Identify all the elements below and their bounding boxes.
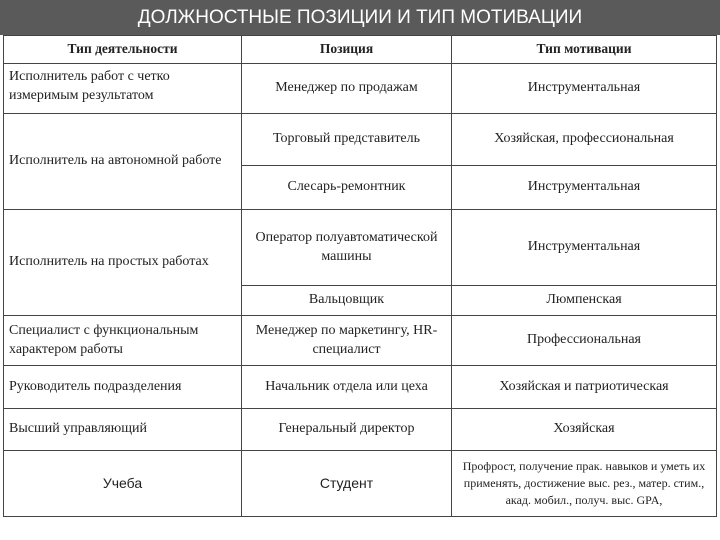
activity-cell: Исполнитель на автономной работе (4, 114, 242, 210)
activity-cell: Высший управляющий (4, 409, 242, 451)
activity-cell: Исполнитель работ с четко измеримым результатом (4, 64, 242, 114)
position-cell: Оператор полуавтоматической машины (242, 210, 452, 286)
motivation-cell: Хозяйская, профессиональная (452, 114, 717, 166)
motivation-cell: Профессиональная (452, 316, 717, 366)
motivation-cell: Люмпенская (452, 286, 717, 316)
slide-title: ДОЛЖНОСТНЫЕ ПОЗИЦИИ И ТИП МОТИВАЦИИ (0, 0, 720, 35)
activity-cell: Исполнитель на простых работах (4, 210, 242, 316)
activity-cell: Учеба (4, 451, 242, 517)
position-cell: Студент (242, 451, 452, 517)
motivation-cell: Хозяйская и патриотическая (452, 366, 717, 409)
motivation-table (3, 35, 717, 517)
activity-cell: Специалист с функциональным характером работы (4, 316, 242, 366)
motivation-cell: Инструментальная (452, 210, 717, 286)
motivation-cell: Инструментальная (452, 64, 717, 114)
motivation-cell: Инструментальная (452, 166, 717, 210)
position-cell: Менеджер по продажам (242, 64, 452, 114)
position-cell: Вальцовщик (242, 286, 452, 316)
position-cell: Торговый представитель (242, 114, 452, 166)
position-cell: Слесарь-ремонтник (242, 166, 452, 210)
header-motivation: Тип мотивации (452, 36, 717, 64)
activity-cell: Руководитель подразделения (4, 366, 242, 409)
position-cell: Менеджер по маркетингу, HR-специалист (242, 316, 452, 366)
position-cell: Начальник отдела или цеха (242, 366, 452, 409)
header-activity: Тип деятельности (4, 36, 242, 64)
motivation-cell: Профрост, получение прак. навыков и уметь их применять, достижение выс. рез., матер. стим., акад. мобил., получ. выс. GPA, (452, 451, 717, 517)
header-position: Позиция (242, 36, 452, 64)
position-cell: Генеральный директор (242, 409, 452, 451)
motivation-cell: Хозяйская (452, 409, 717, 451)
